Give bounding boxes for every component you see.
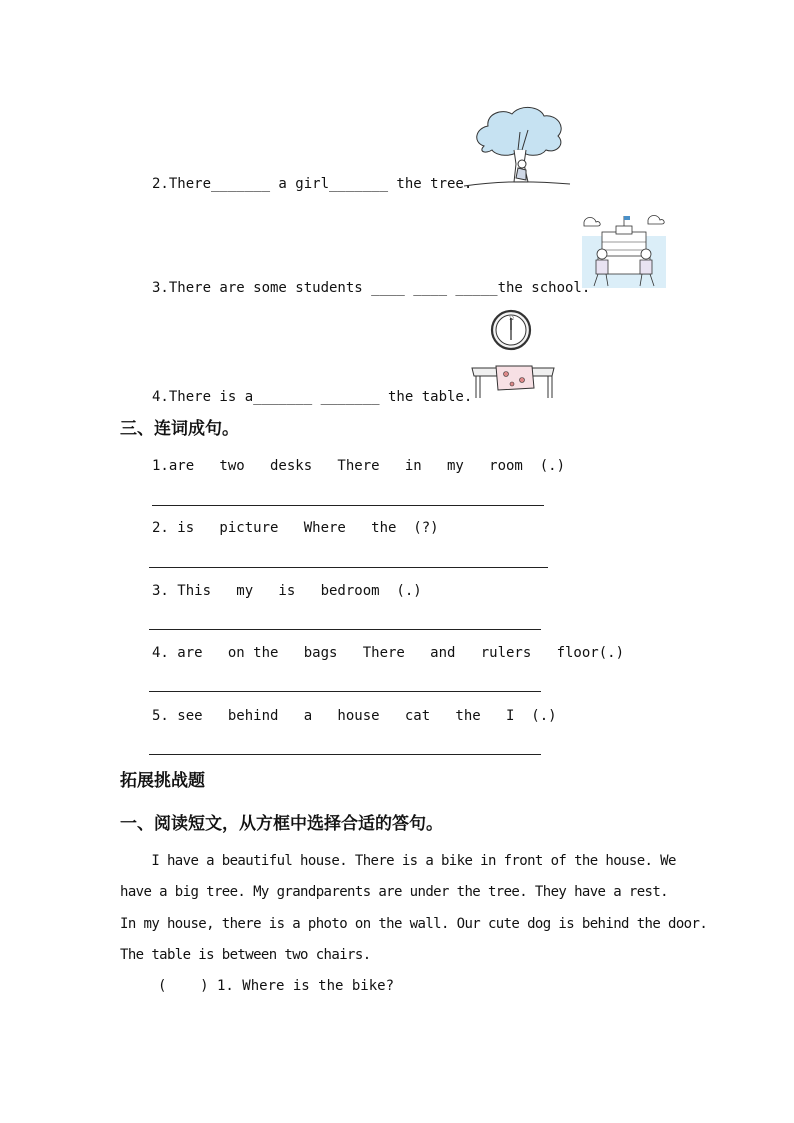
- passage-line-4: The table is between two chairs.: [120, 947, 371, 963]
- svg-text:12: 12: [509, 316, 515, 321]
- reading-section-heading: 一、阅读短文，从方框中选择合适的答句。: [120, 814, 443, 834]
- section-heading-sentences: 三、连词成句。: [120, 419, 239, 439]
- school-students-illustration: [580, 212, 668, 290]
- sentence-item-2: 2. is picture Where the (?): [152, 520, 439, 536]
- answer-line-5[interactable]: [149, 754, 541, 755]
- reading-question-1: ( ) 1. Where is the bike?: [158, 978, 395, 994]
- answer-line-1[interactable]: [152, 505, 544, 506]
- tree-girl-illustration: [462, 102, 572, 190]
- passage-line-3: In my house, there is a photo on the wall. Our cute dog is behind the door.: [120, 916, 708, 932]
- fill-in-question-2: 2.There_______ a girl_______ the tree.: [152, 176, 473, 192]
- table-illustration: [468, 362, 558, 402]
- sentence-item-1: 1.are two desks There in my room (.): [152, 458, 566, 474]
- sentence-item-5: 5. see behind a house cat the I (.): [152, 708, 557, 724]
- sentence-item-4: 4. are on the bags There and rulers floor(.): [152, 645, 625, 661]
- sentence-item-3: 3. This my is bedroom (.): [152, 583, 422, 599]
- answer-line-2[interactable]: [149, 567, 548, 568]
- clock-icon: [490, 308, 532, 352]
- passage-line-1: I have a beautiful house. There is a bike in front of the house. We: [120, 853, 676, 869]
- fill-in-question-3: 3.There are some students ____ ____ _____the school.: [152, 280, 591, 296]
- answer-line-4[interactable]: [149, 691, 541, 692]
- extension-title: 拓展挑战题: [120, 771, 205, 791]
- answer-line-3[interactable]: [149, 629, 541, 630]
- fill-in-question-4: 4.There is a_______ _______ the table.: [152, 389, 473, 405]
- passage-line-2: have a big tree. My grandparents are under the tree. They have a rest.: [120, 884, 669, 900]
